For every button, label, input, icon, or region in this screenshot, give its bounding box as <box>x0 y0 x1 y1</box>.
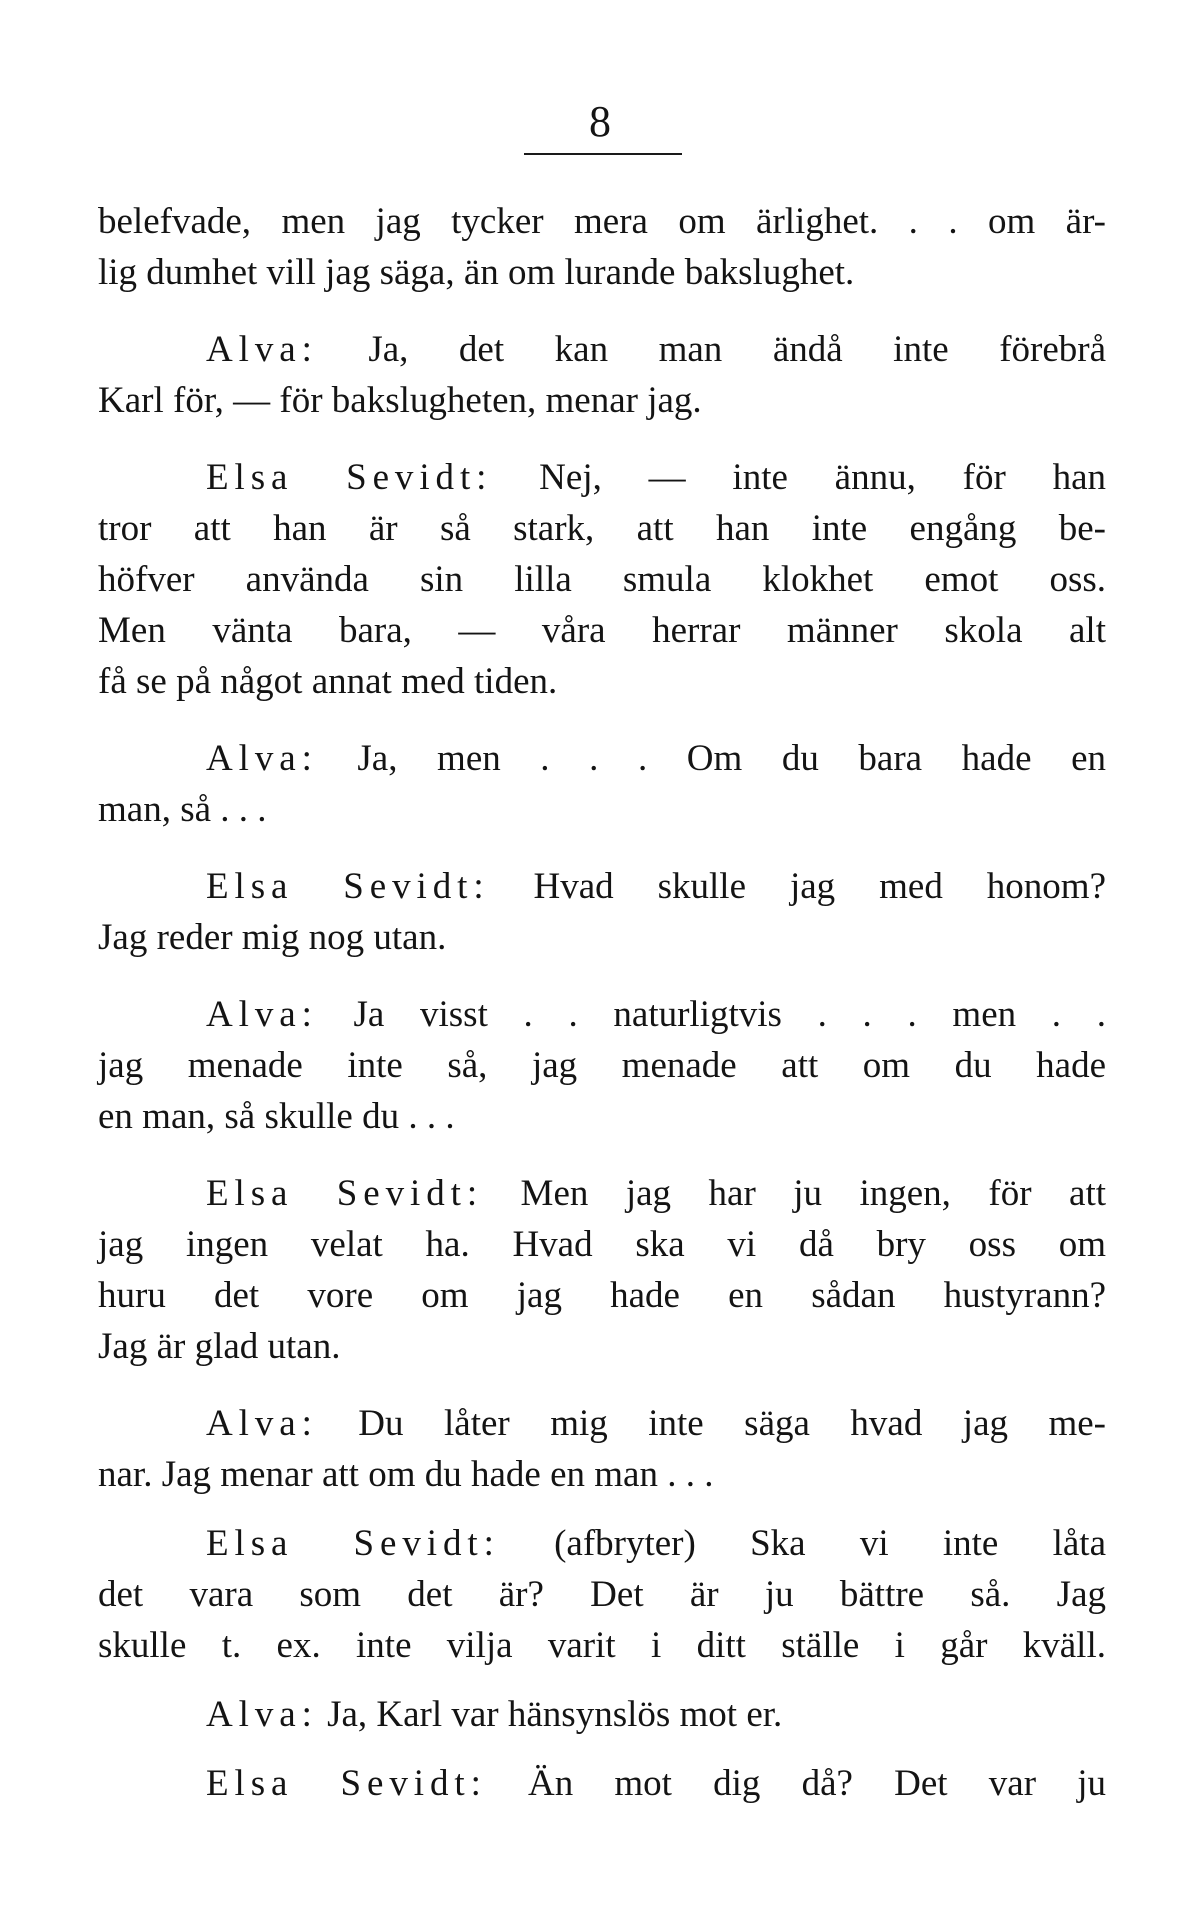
text-line: få se på något annat med tiden. <box>98 661 558 702</box>
speech-text: Ja, Karl var hänsynslös mot er. <box>327 1694 783 1735</box>
speech-text: Men jag har ju ingen, för att <box>520 1173 1107 1214</box>
page-number: 8 <box>589 97 611 146</box>
speech-text: Nej, — inte ännu, för han <box>539 457 1106 498</box>
speaker-name: Alva: <box>206 1403 318 1444</box>
dialogue-line <box>98 452 1106 503</box>
speech-text: Ja, men . . . Om du bara hade en <box>357 738 1106 779</box>
speaker-name: Elsa Sevidt: <box>206 1173 484 1214</box>
dialogue-line <box>98 861 1106 912</box>
speaker-name: Elsa Sevidt: <box>206 457 493 498</box>
dialogue-line <box>98 1168 1106 1219</box>
text-line: Karl för, — för bakslugheten, menar jag. <box>98 380 702 421</box>
text-line: huru det vore om jag hade en sådan hustyrann? <box>98 1275 1106 1316</box>
speech-text: (afbryter) Ska vi inte låta <box>554 1523 1106 1564</box>
text-line: det vara som det är? Det är ju bättre så. Jag <box>98 1574 1106 1615</box>
dialogue-line <box>98 324 1106 375</box>
speech-text: Ja, det kan man ändå inte förebrå <box>368 329 1106 370</box>
speech-text: Än mot dig då? Det var ju <box>527 1763 1106 1804</box>
text-line: tror att han är så stark, att han inte engång be- <box>98 508 1106 549</box>
speech-text: Ja visst . . naturligtvis . . . men . . <box>353 994 1106 1035</box>
text-line: Jag är glad utan. <box>98 1326 341 1367</box>
speaker-name: Elsa Sevidt: <box>206 1763 487 1804</box>
dialogue-line <box>98 1518 1106 1569</box>
speaker-name: Elsa Sevidt: <box>206 1523 500 1564</box>
speaker-name: Alva: <box>206 994 318 1035</box>
text-line: Men vänta bara, — våra herrar männer skola alt <box>98 610 1106 651</box>
speech-text: Du låter mig inte säga hvad jag me- <box>358 1403 1106 1444</box>
dialogue-line <box>98 989 1106 1040</box>
dialogue-line <box>98 1758 1106 1809</box>
speaker-name: Alva: <box>206 329 318 370</box>
speaker-name: Alva: <box>206 1694 318 1735</box>
text-line: jag ingen velat ha. Hvad ska vi då bry oss om <box>98 1224 1106 1265</box>
dialogue-line <box>98 1689 1106 1740</box>
speaker-name: Alva: <box>206 738 318 779</box>
text-line: skulle t. ex. inte vilja varit i ditt ställe i går kväll. <box>98 1625 1106 1666</box>
text-line: man, så . . . <box>98 789 267 830</box>
dialogue-line <box>98 1398 1106 1449</box>
text-line: nar. Jag menar att om du hade en man . . . <box>98 1454 714 1495</box>
text-line: lig dumhet vill jag säga, än om lurande bakslughet. <box>98 252 855 293</box>
dialogue-line <box>98 733 1106 784</box>
dialogue-text <box>98 196 1106 1809</box>
text-line: jag menade inte så, jag menade att om du hade <box>98 1045 1106 1086</box>
text-line: höfver använda sin lilla smula klokhet emot oss. <box>98 559 1106 600</box>
speaker-name: Elsa Sevidt: <box>206 866 490 907</box>
page-number-rule <box>524 153 682 155</box>
speech-text: Hvad skulle jag med honom? <box>533 866 1106 907</box>
text-line: en man, så skulle du . . . <box>98 1096 455 1137</box>
text-line: Jag reder mig nog utan. <box>98 917 447 958</box>
text-line: belefvade, men jag tycker mera om ärlighet. . . om är- <box>98 201 1106 242</box>
